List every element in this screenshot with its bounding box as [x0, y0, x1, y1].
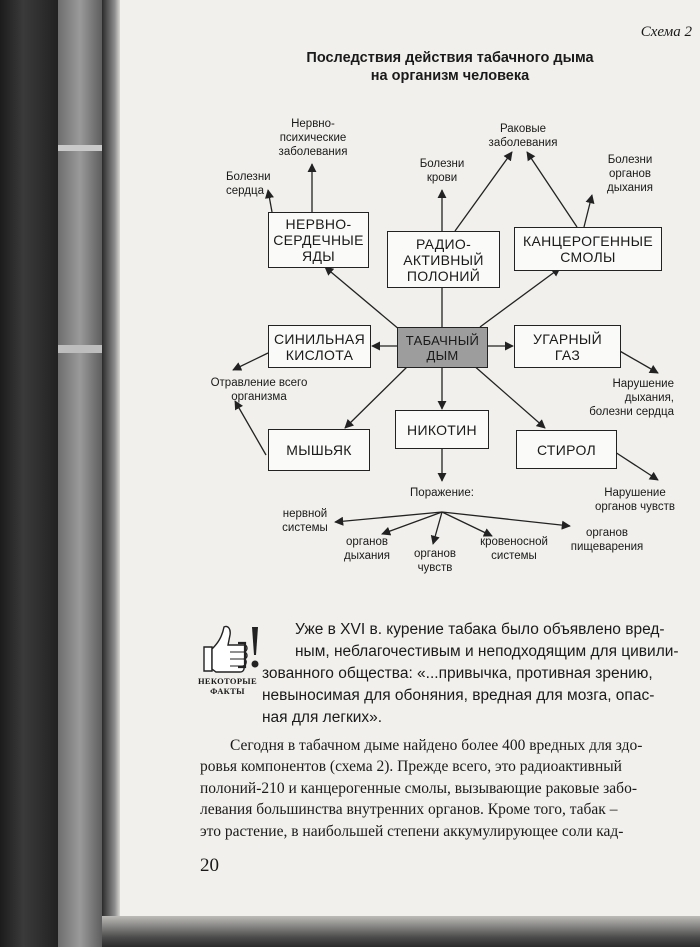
label-narushenie-chuvstv: Нарушение органов чувств: [594, 487, 676, 513]
box-radioaktivny-polony: РАДИО- АКТИВНЫЙ ПОЛОНИЙ: [387, 231, 500, 288]
body-line: ровья компонентов (схема 2). Прежде всего, это радиоактивный: [200, 758, 622, 775]
label-bolezni-serdca: Болезни сердца: [226, 171, 271, 197]
arrow-to-narushenie-chuvstv: [615, 452, 658, 480]
label-bolezni-krovi: Болезни крови: [419, 158, 465, 184]
label-bolezni-dyh: Болезни органов дыхания: [607, 154, 653, 194]
box-nikotin: НИКОТИН: [395, 410, 489, 449]
fact-label: НЕКОТОРЫЕ ФАКТЫ: [198, 676, 257, 696]
page-number: 20: [200, 855, 219, 876]
label-narushenie-dyh: Нарушение дыхания, болезни сердца: [589, 378, 674, 418]
fact-line: Уже в XVI в. курение табака было объявлено вред-: [295, 621, 665, 638]
arrow-to-organov-chuvstv: [433, 512, 442, 544]
fact-line: ная для легких».: [262, 709, 383, 726]
body-paragraph-cont: [200, 756, 637, 842]
arrow-to-bolezni-dyh: [584, 195, 592, 227]
fact-line: ным, неблагочестивым и неподходящим для цивили-: [295, 643, 679, 660]
label-nervnoy: нервной системы: [282, 508, 328, 534]
fact-line: невыносимая для обоняния, вредная для мозга, опас-: [262, 687, 655, 704]
title-line-1: Последствия действия табачного дыма: [306, 50, 594, 66]
scheme-label: Схема 2: [640, 24, 692, 40]
title-line-2: на организм человека: [370, 68, 530, 84]
label-krovenosnoy: кровеносной системы: [480, 536, 548, 562]
arrow-to-nervnoy: [335, 512, 442, 522]
label-otravlenie: Отравление всего организма: [210, 377, 308, 403]
label-organov-pisch: органов пищеварения: [570, 527, 644, 553]
label-organov-dyh: органов дыхания: [344, 536, 390, 562]
body-line: Сегодня в табачном дыме найдено более 400 вредных для здо-: [230, 737, 643, 754]
body-paragraph: [230, 735, 642, 757]
arrow-to-organov-pisch: [442, 512, 570, 526]
hand-pointing-icon: [200, 621, 264, 675]
arrow-to-otravlenie: [233, 353, 268, 370]
box-tabachny-dym: ТАБАЧНЫЙ ДЫМ: [397, 327, 488, 368]
fact-line: зованного общества: «...привычка, противная зрению,: [262, 665, 653, 682]
label-porazhenie: Поражение:: [410, 487, 474, 499]
box-stirol: СТИРОЛ: [516, 430, 617, 469]
box-ugarny-gaz: УГАРНЫЙ ГАЗ: [514, 325, 621, 368]
body-line: левания большинства внутренних органов. Кроме того, табак –: [200, 801, 618, 818]
label-organov-chuvstv: органов чувств: [414, 548, 456, 574]
fact-paragraph-cont: [262, 663, 685, 729]
arrow-to-rakovye-2: [527, 152, 577, 227]
box-myshyak: МЫШЬЯК: [268, 429, 370, 471]
box-kancerogennye-smoly: КАНЦЕРОГЕННЫЕ СМОЛЫ: [514, 227, 662, 271]
label-rakovye: Раковые заболевания: [488, 123, 558, 149]
arrow-to-krovenosnoy: [442, 512, 492, 536]
label-nervno-psych: Нервно- психические заболевания: [278, 118, 348, 158]
arrow-to-otravlenie-2: [235, 401, 266, 455]
box-nervno-serdechnye: НЕРВНО- СЕРДЕЧНЫЕ ЯДЫ: [268, 212, 369, 268]
arrow-to-narushenie-dyh: [618, 350, 658, 373]
body-line: это растение, в наибольшей степени аккумулирующее соли кад-: [200, 822, 624, 840]
box-sinilnaya-kislota: СИНИЛЬНАЯ КИСЛОТА: [268, 325, 371, 368]
body-line: полоний-210 и канцерогенные смолы, вызывающие раковые забо-: [200, 779, 637, 797]
fact-paragraph: [295, 619, 685, 663]
